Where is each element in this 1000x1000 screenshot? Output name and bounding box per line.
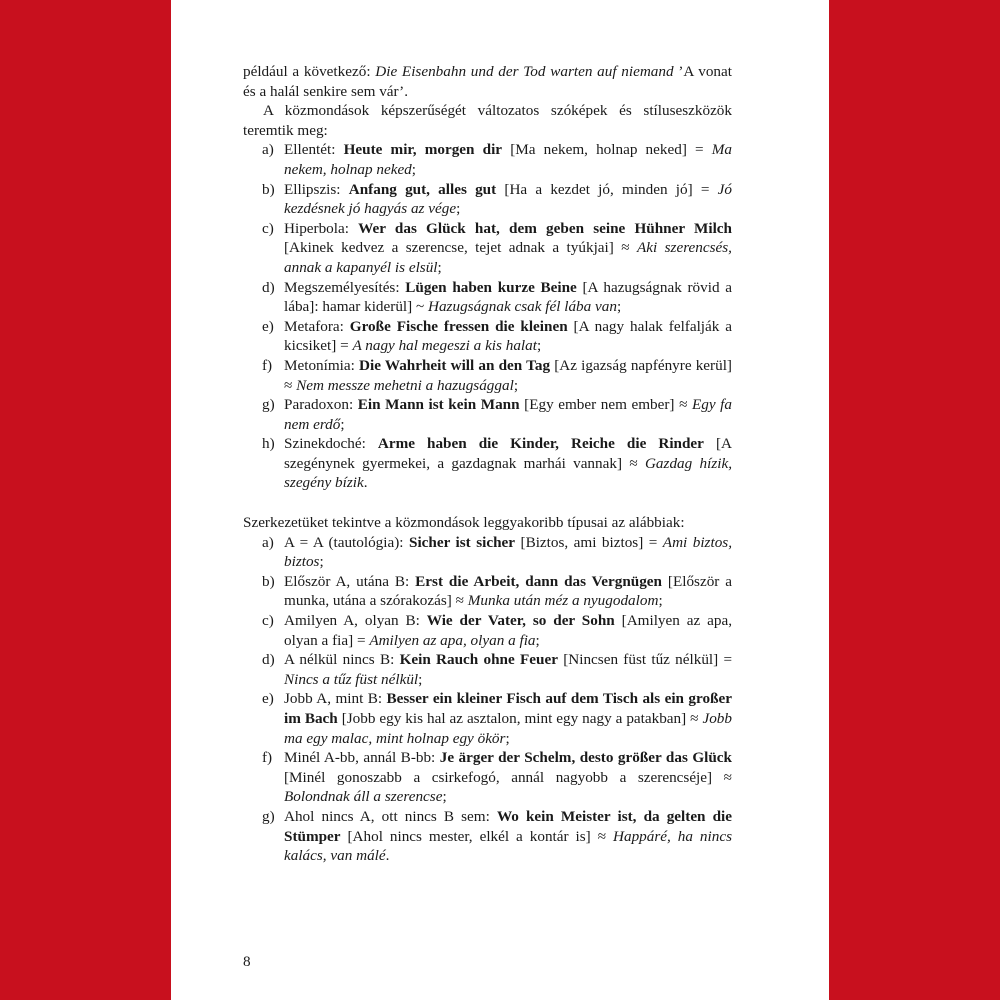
- item-german-proverb: Erst die Arbeit, dann das Vergnügen: [415, 572, 662, 590]
- item-german-proverb: Wo kein Meister ist, da gelten die Stümper: [284, 807, 733, 845]
- item-literal: [Ahol nincs mester, elkél a kontár is] ≈: [340, 827, 614, 845]
- item-label: e): [262, 690, 274, 708]
- item-label: b): [262, 572, 275, 590]
- list-item: [262, 434, 733, 493]
- item-literal: [Ma nekem, holnap neked] =: [502, 141, 712, 159]
- item-german-proverb: Große Fische fressen die kleinen: [349, 317, 568, 335]
- list-item: [262, 611, 733, 650]
- item-literal: [A szegénynek gyermekei, a gazdagnak marhái vannak] ≈: [284, 435, 732, 472]
- item-term: A nélkül nincs B:: [284, 651, 400, 669]
- item-term: Megszemélyesítés:: [284, 278, 406, 296]
- item-term: A = A (tautológia):: [284, 533, 409, 551]
- item-equivalent: Aki szerencsés, annak a kapanyél is elsül: [284, 239, 732, 276]
- page-content: [243, 62, 732, 866]
- item-term: Ahol nincs A, ott nincs B sem:: [284, 807, 497, 825]
- item-term: Jobb A, mint B:: [284, 690, 387, 708]
- item-german-proverb: Arme haben die Kinder, Reiche die Rinder: [377, 435, 704, 453]
- section-spacer: [243, 493, 732, 513]
- item-equivalent: Jobb ma egy malac, mint holnap egy ökör: [284, 710, 732, 747]
- item-german-proverb: Heute mir, morgen dir: [343, 141, 503, 159]
- item-end: ;: [456, 200, 461, 218]
- item-term: Paradoxon:: [284, 396, 358, 414]
- item-end: ;: [418, 670, 423, 688]
- list-item: [262, 180, 732, 219]
- item-label: h): [262, 435, 275, 453]
- item-label: c): [262, 612, 274, 630]
- item-german-proverb: Wie der Vater, so der Sohn: [426, 612, 615, 630]
- item-equivalent: Ma nekem, holnap neked: [284, 141, 732, 178]
- intro-lead: például a következő:: [243, 63, 376, 80]
- item-equivalent: Munka után méz a nyugodalom: [467, 592, 659, 610]
- item-term: Metonímia:: [284, 356, 360, 374]
- item-german-proverb: Kein Rauch ohne Feuer: [399, 651, 558, 669]
- item-end: ;: [442, 788, 447, 806]
- item-german-proverb: Ein Mann ist kein Mann: [357, 396, 520, 414]
- item-literal: [Nincsen füst tűz nélkül] =: [557, 651, 733, 669]
- item-label: f): [262, 749, 273, 767]
- section2-heading: Szerkezetüket tekintve a közmondások leggyakoribb típusai az alábbiak:: [243, 514, 685, 532]
- section1-heading: A közmondások képszerűségét változatos szóképek és stíluseszközök teremtik meg:: [243, 102, 732, 139]
- list-item: [262, 317, 732, 356]
- item-label: e): [262, 317, 274, 335]
- book-page: [171, 0, 829, 1000]
- list-item: [262, 395, 732, 434]
- item-end: .: [385, 847, 390, 865]
- list-item: [262, 278, 732, 317]
- item-literal: [Ha a kezdet jó, minden jó] =: [496, 180, 718, 198]
- list-item: [262, 140, 732, 179]
- intro-example-hungarian: ’A vonat és a halál senkire sem vár’.: [243, 63, 732, 100]
- item-label: g): [262, 807, 275, 825]
- item-end: .: [363, 474, 368, 492]
- item-term: Először A, utána B:: [284, 572, 416, 590]
- item-equivalent: Hazugságnak csak fél lába van: [428, 298, 617, 316]
- item-term: Metafora:: [284, 317, 350, 335]
- item-term: Ellentét:: [284, 141, 344, 159]
- item-literal: [A nagy halak felfalják a kicsiket] =: [284, 317, 732, 355]
- list-item: [262, 572, 732, 611]
- item-literal: [Jobb egy kis hal az asztalon, mint egy nagy a patakban] ≈: [337, 710, 703, 727]
- item-german-proverb: Sicher ist sicher: [409, 533, 516, 551]
- item-end: ;: [505, 729, 510, 747]
- item-equivalent: Bolondnak áll a szerencse: [284, 788, 443, 806]
- item-label: c): [262, 219, 274, 237]
- item-equivalent: Nincs a tűz füst nélkül: [284, 670, 419, 688]
- item-term: Ellipszis:: [284, 180, 349, 198]
- item-literal: [Amilyen az apa, olyan a fia] =: [284, 612, 733, 649]
- item-end: ;: [437, 258, 442, 276]
- structure-types-list: [243, 533, 732, 866]
- item-end: ;: [340, 415, 345, 433]
- item-literal: [Az igazság napfényre kerül] ≈: [284, 356, 732, 394]
- item-literal: [Először a munka, utána a szórakozás] ≈: [284, 572, 732, 610]
- item-term: Minél A-bb, annál B-bb:: [284, 749, 440, 767]
- item-equivalent: Jó kezdésnek jó hagyás az vége: [284, 180, 732, 218]
- stylistic-devices-list: [243, 140, 732, 493]
- item-german-proverb: Wer das Glück hat, dem geben seine Hühner Milch: [358, 219, 732, 237]
- list-item: [262, 748, 732, 807]
- list-item: [262, 689, 732, 748]
- item-label: f): [262, 356, 273, 374]
- list-item: [262, 533, 732, 572]
- item-label: b): [262, 180, 275, 198]
- item-literal: [Biztos, ami biztos] =: [515, 533, 663, 551]
- item-end: ;: [535, 631, 540, 649]
- item-literal: [A hazugságnak rövid a lába]: hamar kiderül] ~: [284, 278, 732, 316]
- item-label: a): [262, 141, 274, 159]
- intro-paragraph: [243, 62, 732, 101]
- item-label: d): [262, 651, 275, 669]
- item-german-proverb: Anfang gut, alles gut: [348, 180, 497, 198]
- list-item: [262, 807, 733, 866]
- item-label: g): [262, 396, 275, 414]
- item-literal: [Akinek kedvez a szerencse, tejet adnak a tyúkjai] ≈: [284, 239, 637, 257]
- item-end: ;: [513, 376, 519, 394]
- item-equivalent: Ami biztos, biztos: [284, 533, 732, 571]
- intro-example-german: Die Eisenbahn und der Tod warten auf niemand: [375, 63, 674, 80]
- item-equivalent: Gazdag hízik, szegény bízik: [284, 454, 733, 492]
- item-term: Amilyen A, olyan B:: [284, 612, 427, 630]
- item-equivalent: Nem messze mehetni a hazugsággal: [296, 376, 514, 394]
- item-end: ;: [411, 160, 417, 178]
- item-equivalent: Egy fa nem erdő: [284, 396, 732, 433]
- list-item: [262, 650, 733, 689]
- item-equivalent: Happáré, ha nincs kalács, van málé: [284, 827, 732, 865]
- item-label: d): [262, 278, 275, 296]
- list-item: [262, 219, 732, 278]
- list-item: [262, 356, 732, 395]
- item-german-proverb: Die Wahrheit will an den Tag: [359, 356, 551, 374]
- item-end: ;: [536, 337, 542, 355]
- item-literal: [Minél gonoszabb a csirkefogó, annál nagyobb a szerencséje] ≈: [284, 768, 732, 786]
- item-equivalent: A nagy hal megeszi a kis halat: [352, 337, 537, 355]
- item-german-proverb: Besser ein kleiner Fisch auf dem Tisch als ein großer im Bach: [284, 690, 732, 727]
- item-label: a): [262, 533, 274, 551]
- item-end: ;: [319, 553, 324, 571]
- item-literal: [Egy ember nem ember] ≈: [519, 396, 692, 414]
- item-term: Szinekdoché:: [284, 435, 378, 453]
- page-number: 8: [243, 953, 251, 970]
- item-equivalent: Amilyen az apa, olyan a fia: [369, 631, 536, 649]
- item-end: ;: [616, 298, 622, 316]
- item-end: ;: [658, 592, 663, 610]
- item-german-proverb: Lügen haben kurze Beine: [405, 278, 577, 296]
- item-term: Hiperbola:: [284, 219, 359, 237]
- item-german-proverb: Je ärger der Schelm, desto größer das Glück: [439, 749, 732, 767]
